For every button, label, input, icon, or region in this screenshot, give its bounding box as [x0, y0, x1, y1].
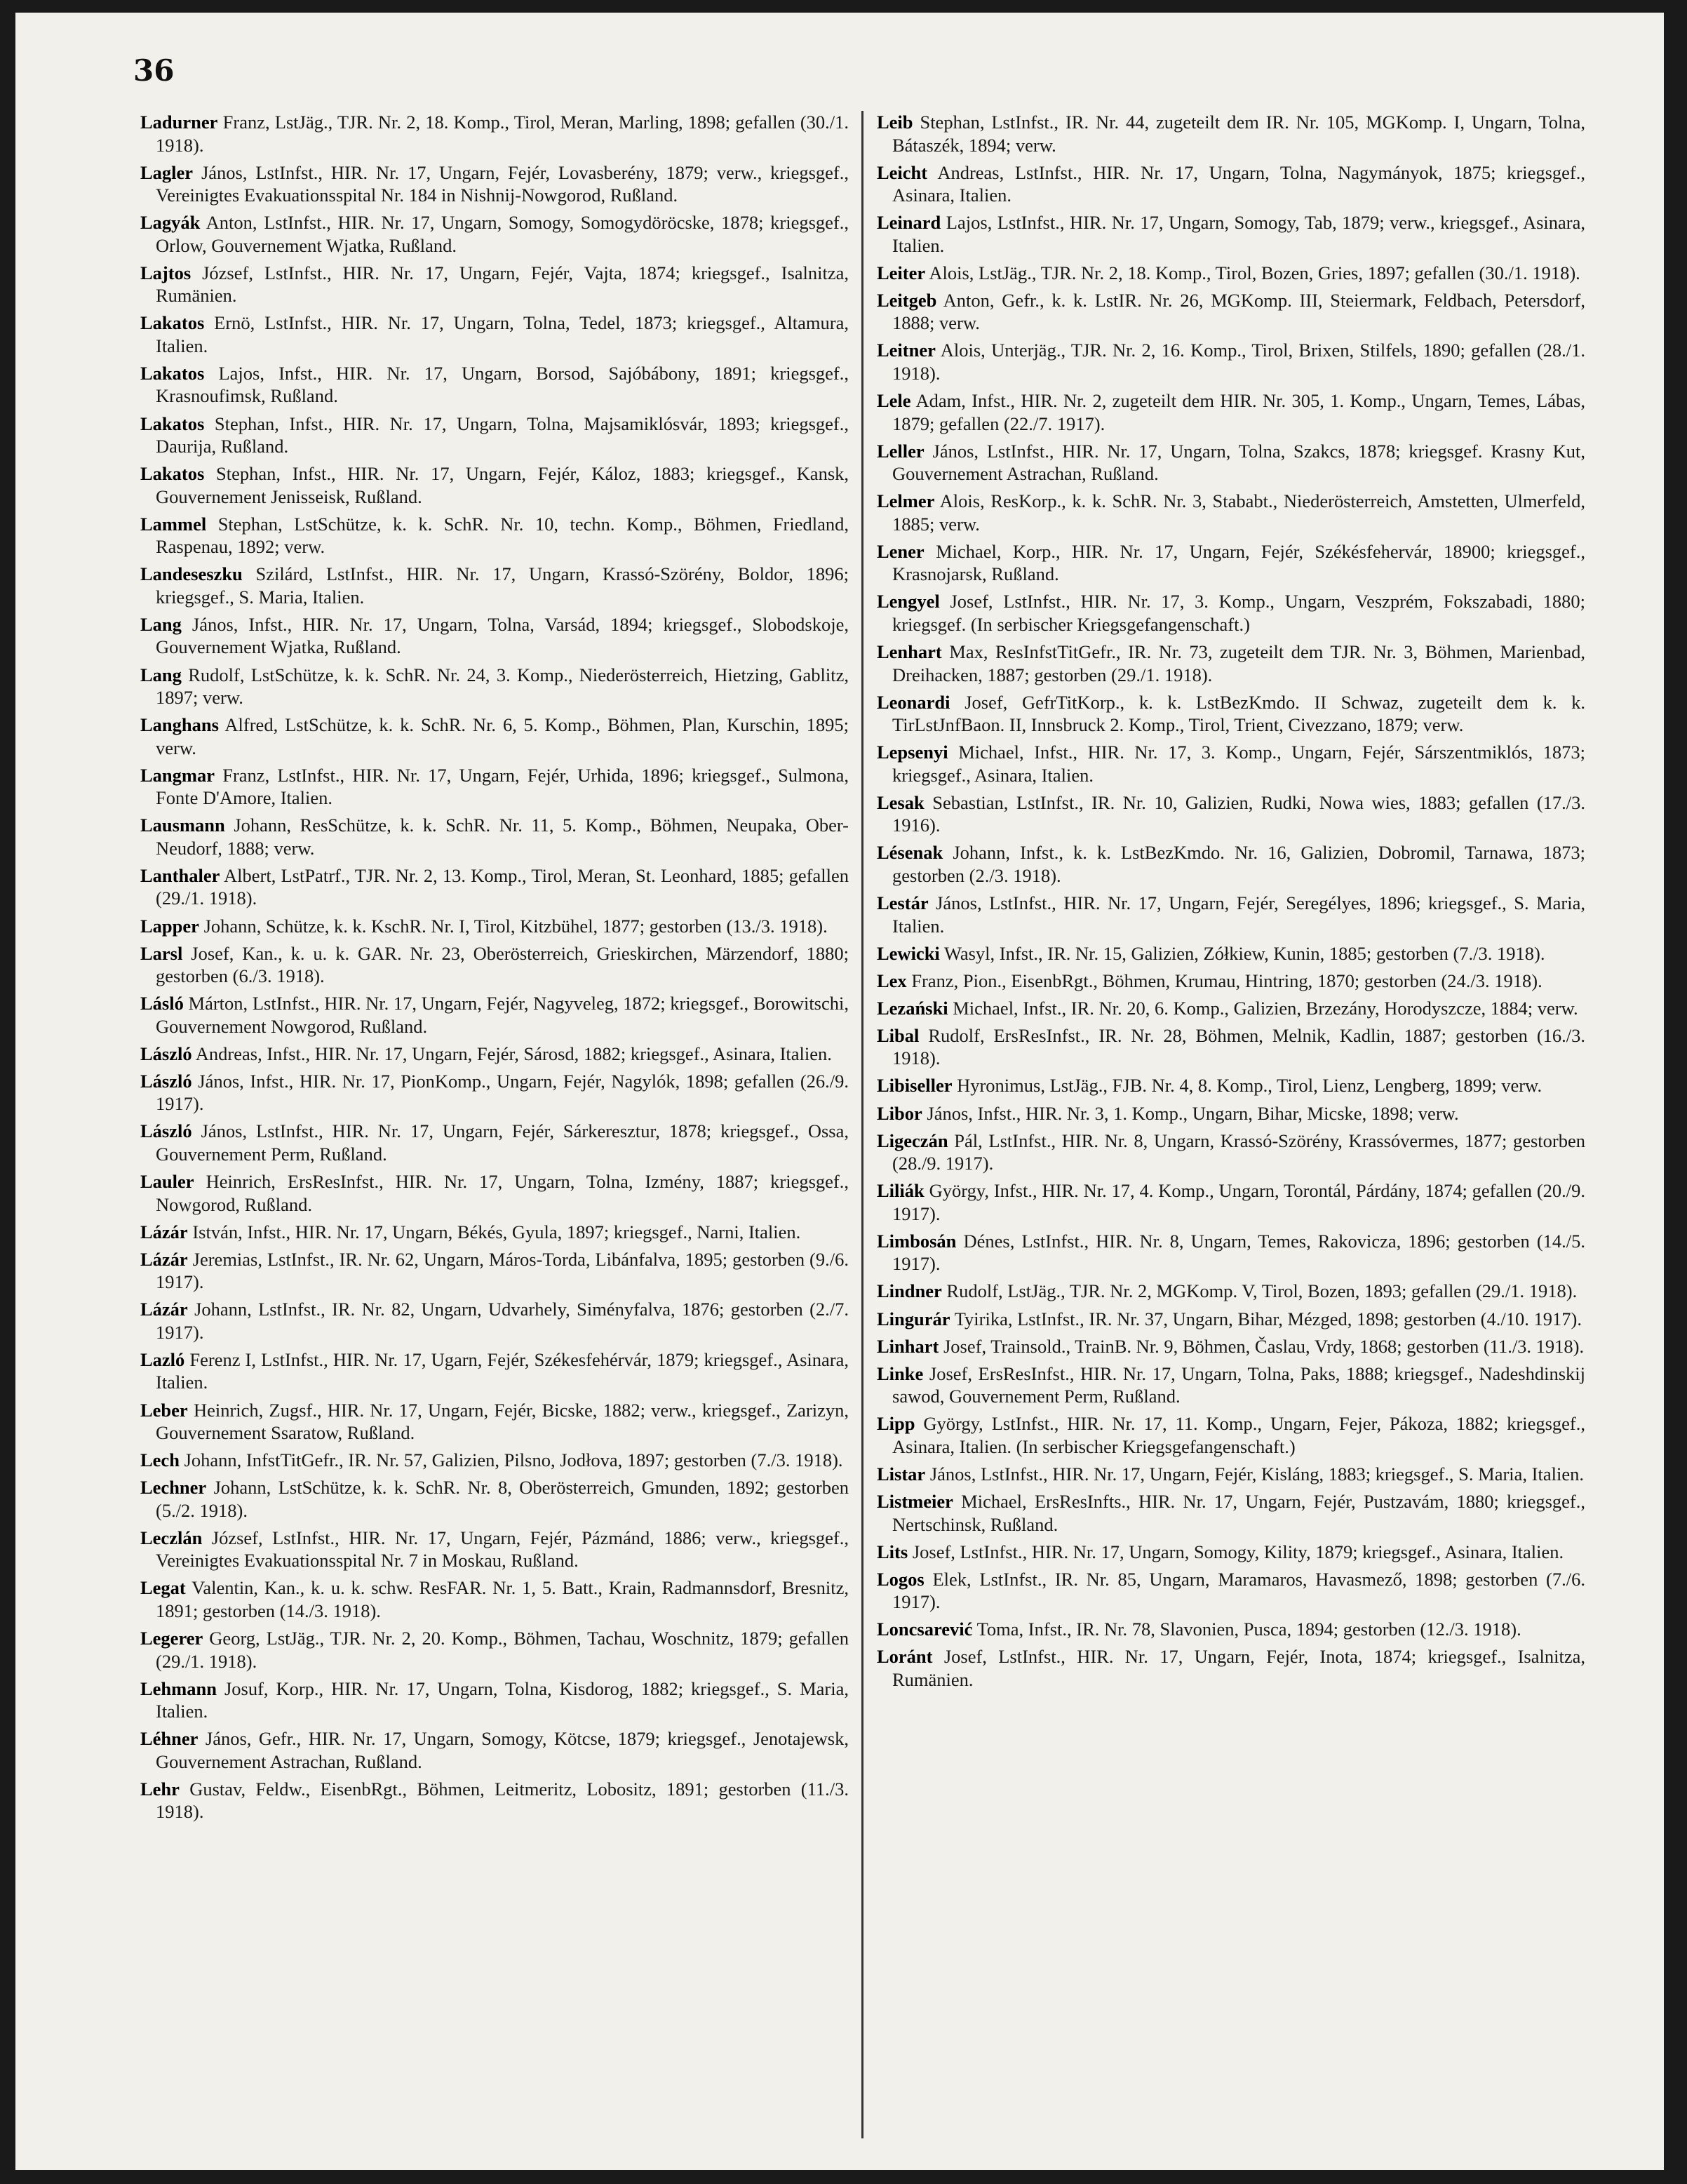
register-entry: [140, 1627, 849, 1673]
register-entry: [140, 1527, 849, 1572]
register-entry: [877, 1130, 1585, 1175]
entry-surname: Langhans: [140, 714, 219, 736]
entry-surname: Leonardi: [877, 691, 950, 713]
register-entry: [877, 1645, 1585, 1691]
register-entry: [140, 1727, 849, 1773]
register-entry: [877, 1412, 1585, 1458]
register-entry: [877, 211, 1585, 257]
entry-surname: Libiseller: [877, 1075, 953, 1097]
entry-details: Tyirika, LstInfst., IR. Nr. 37, Ungarn, Bihar, Mézged, 1898; gestorben (4./10. 1917).: [954, 1308, 1582, 1329]
register-entry: [140, 1778, 849, 1823]
entry-surname: Loncsarević: [877, 1619, 973, 1640]
entry-surname: Lazló: [140, 1348, 185, 1370]
entry-surname: Lázár: [140, 1221, 188, 1242]
entry-details: Heinrich, ErsResInfst., HIR. Nr. 17, Ungarn, Tolna, Izmény, 1887; kriegsgef., Nowgorod, Rußland.: [156, 1171, 849, 1215]
entry-details: Johann, LstSchütze, k. k. SchR. Nr. 8, Oberösterreich, Gmunden, 1892; gestorben (5./2. 1918).: [156, 1477, 849, 1521]
register-entry: [140, 262, 849, 307]
entry-surname: Lauler: [140, 1171, 194, 1193]
entry-surname: Leitgeb: [877, 289, 937, 311]
column-divider: [861, 111, 863, 2138]
entry-surname: Leinard: [877, 212, 941, 234]
entry-details: Ernö, LstInfst., HIR. Nr. 17, Ungarn, Tolna, Tedel, 1873; kriegsgef., Altamura, Italien.: [156, 312, 849, 356]
register-entry: [140, 1298, 849, 1344]
entry-details: Rudolf, LstSchütze, k. k. SchR. Nr. 24, 3. Komp., Niederösterreich, Hietzing, Gablitz, 1897; verw.: [156, 664, 849, 709]
entry-details: Albert, LstPatrf., TJR. Nr. 2, 13. Komp., Tirol, Meran, St. Leonhard, 1885; gefallen (29./1. 1918).: [156, 864, 849, 909]
entry-details: Josef, LstInfst., HIR. Nr. 17, Ungarn, Somogy, Kility, 1879; kriegsgef., Asinara, Italien.: [912, 1541, 1564, 1562]
entry-details: Max, ResInfstTitGefr., IR. Nr. 73, zugeteilt dem TJR. Nr. 3, Böhmen, Marienbad, Dreihacken, 1887; gestorben (29./1. 1918).: [892, 641, 1585, 685]
register-entry: [877, 540, 1585, 586]
entry-surname: Larsl: [140, 942, 183, 964]
entry-details: Márton, LstInfst., HIR. Nr. 17, Ungarn, Fejér, Nagyveleg, 1872; kriegsgef., Borowitschi, Gouvernement Nowgorod, Rußland.: [156, 993, 849, 1037]
entry-surname: Lázár: [140, 1299, 188, 1320]
register-entry: [877, 590, 1585, 636]
entry-details: Alois, Unterjäg., TJR. Nr. 2, 16. Komp., Tirol, Brixen, Stilfels, 1890; gefallen (28./1. 1918).: [892, 340, 1585, 384]
entry-surname: Limbosán: [877, 1230, 957, 1252]
entry-surname: Lehr: [140, 1778, 180, 1800]
entry-surname: Leczlán: [140, 1527, 203, 1548]
register-entry: [140, 864, 849, 910]
entry-surname: Lingurár: [877, 1308, 950, 1329]
entry-details: Stephan, Infst., HIR. Nr. 17, Ungarn, Tolna, Majsamiklósvár, 1893; kriegsgef., Daurija, Rußland.: [156, 413, 849, 457]
entry-details: György, LstInfst., HIR. Nr. 17, 11. Komp., Ungarn, Fejer, Pákoza, 1882; kriegsgef., Asinara, Italien. (In serbischer Kriegsgefangenschaft.): [892, 1413, 1586, 1457]
entry-surname: Lagyák: [140, 212, 201, 234]
entry-details: Stephan, LstInfst., IR. Nr. 44, zugeteilt dem IR. Nr. 105, MGKomp. I, Ungarn, Tolna, Bátaszék, 1894; verw.: [892, 112, 1585, 156]
entry-details: János, LstInfst., HIR. Nr. 17, Ungarn, Fejér, Kisláng, 1883; kriegsgef., S. Maria, Italien.: [929, 1463, 1584, 1485]
entry-surname: Linhart: [877, 1335, 939, 1357]
entry-surname: Langmar: [140, 764, 215, 786]
register-entry: [140, 1120, 849, 1165]
entry-details: Georg, LstJäg., TJR. Nr. 2, 20. Komp., Böhmen, Tachau, Woschnitz, 1879; gefallen (29./1. 1918).: [156, 1628, 849, 1672]
entry-details: Wasyl, Infst., IR. Nr. 15, Galizien, Zółkiew, Kunin, 1885; gestorben (7./3. 1918).: [943, 942, 1545, 964]
register-entry: [140, 563, 849, 608]
entry-surname: Ligeczán: [877, 1130, 948, 1151]
register-entry: [877, 1024, 1585, 1070]
entry-details: Alois, ResKorp., k. k. SchR. Nr. 3, Stababt., Niederösterreich, Amstetten, Ulmerfeld, 1885; verw.: [892, 490, 1586, 535]
register-entry: [140, 362, 849, 408]
entry-details: János, Infst., HIR. Nr. 17, Ungarn, Tolna, Varsád, 1894; kriegsgef., Slobodskoje, Gouvernement Wjatka, Rußland.: [156, 613, 849, 658]
entry-details: Josef, ErsResInfst., HIR. Nr. 17, Ungarn, Tolna, Paks, 1888; kriegsgef., Nadeshdinskij sawod, Gouvernement Perm, Rußland.: [892, 1362, 1585, 1407]
entry-surname: Landeseszku: [140, 563, 243, 585]
register-entry: [140, 764, 849, 810]
entry-details: Rudolf, LstJäg., TJR. Nr. 2, MGKomp. V, Tirol, Bozen, 1893; gefallen (29./1. 1918).: [946, 1280, 1578, 1302]
entry-details: Szilárd, LstInfst., HIR. Nr. 17, Ungarn, Krassó-Szörény, Boldor, 1896; kriegsgef., S. Maria, Italien.: [156, 563, 849, 608]
register-entry: [140, 1476, 849, 1522]
register-entry: [877, 1280, 1585, 1303]
register-entry: [140, 111, 849, 156]
register-entry: [140, 714, 849, 759]
entry-surname: Lanthaler: [140, 864, 220, 886]
entry-surname: Lagler: [140, 161, 194, 183]
entry-details: Franz, LstJäg., TJR. Nr. 2, 18. Komp., Tirol, Meran, Marling, 1898; gefallen (30./1. 1918).: [156, 112, 849, 156]
entry-surname: Leber: [140, 1399, 188, 1421]
entry-surname: Leicht: [877, 161, 928, 183]
register-entry: [140, 1348, 849, 1394]
right-column: [877, 111, 1585, 1696]
register-entry: [877, 1335, 1585, 1358]
register-entry: [140, 915, 849, 938]
entry-surname: László: [140, 1070, 192, 1092]
document-page: [15, 13, 1664, 2170]
entry-details: Josuf, Korp., HIR. Nr. 17, Ungarn, Tolna, Kisdorog, 1882; kriegsgef., S. Maria, Italien.: [156, 1677, 849, 1722]
register-entry: [140, 413, 849, 458]
entry-details: Pál, LstInfst., HIR. Nr. 8, Ungarn, Krassó-Szörény, Krassóvermes, 1877; gestorben (28./9. 1917).: [892, 1130, 1586, 1174]
entry-surname: Lindner: [877, 1280, 942, 1302]
entry-details: János, LstInfst., HIR. Nr. 17, Ungarn, Fejér, Seregélyes, 1896; kriegsgef., S. Maria, Italien.: [892, 892, 1586, 937]
entry-details: Johann, InfstTitGefr., IR. Nr. 57, Galizien, Pilsno, Jodłova, 1897; gestorben (7./3. 1918).: [184, 1449, 843, 1471]
entry-surname: Lenhart: [877, 641, 942, 663]
entry-details: Alfred, LstSchütze, k. k. SchR. Nr. 6, 5. Komp., Böhmen, Plan, Kurschin, 1895; verw.: [156, 714, 849, 758]
register-entry: [140, 1170, 849, 1216]
register-entry: [140, 1677, 849, 1723]
entry-details: János, Infst., HIR. Nr. 3, 1. Komp., Ungarn, Bihar, Micske, 1898; verw.: [927, 1102, 1459, 1124]
entry-surname: Lex: [877, 970, 907, 991]
entry-details: Anton, Gefr., k. k. LstIR. Nr. 26, MGKomp. III, Steiermark, Feldbach, Petersdorf, 1888; verw.: [892, 289, 1585, 334]
register-entry: [877, 1362, 1585, 1408]
register-entry: [140, 161, 849, 207]
entry-details: Josef, Kan., k. u. k. GAR. Nr. 23, Oberösterreich, Grieskirchen, Märzendorf, 1880; gestorben (6./3. 1918).: [156, 942, 849, 987]
register-entry: [877, 741, 1585, 786]
entry-surname: Lakatos: [140, 312, 205, 334]
entry-details: Adam, Infst., HIR. Nr. 2, zugeteilt dem HIR. Nr. 305, 1. Komp., Ungarn, Temes, Lábas, 1879; gefallen (22./7. 1917).: [892, 390, 1585, 434]
entry-surname: Lesak: [877, 791, 925, 813]
register-entry: [877, 1541, 1585, 1564]
entry-surname: Lausmann: [140, 815, 225, 836]
register-entry: [877, 841, 1585, 887]
register-entry: [877, 289, 1585, 335]
entry-surname: Lang: [140, 664, 182, 685]
entry-details: János, LstInfst., HIR. Nr. 17, Ungarn, Fejér, Lovasberény, 1879; verw., kriegsgef., Vereinigtes Evakuationsspital Nr. 184 in Nishnij-Nowgorod, Rußland.: [156, 161, 849, 206]
entry-details: Sebastian, LstInfst., IR. Nr. 10, Galizien, Rudki, Nowa wies, 1883; gefallen (17./3. 1916).: [892, 791, 1586, 836]
entry-details: Michael, ErsResInfts., HIR. Nr. 17, Ungarn, Fejér, Pustzavám, 1880; kriegsgef., Nertschinsk, Rußland.: [892, 1491, 1585, 1535]
register-entry: [140, 942, 849, 988]
entry-surname: Léhner: [140, 1728, 199, 1750]
entry-surname: Lewicki: [877, 942, 940, 964]
entry-surname: László: [140, 1120, 192, 1142]
register-entry: [877, 1618, 1585, 1641]
register-entry: [877, 942, 1585, 965]
entry-details: Johann, LstInfst., IR. Nr. 82, Ungarn, Udvarhely, Siményfalva, 1876; gestorben (2./7. 1917).: [156, 1299, 849, 1343]
register-entry: [140, 1043, 849, 1066]
entry-surname: Lammel: [140, 513, 207, 535]
register-entry: [140, 992, 849, 1038]
entry-surname: Leiter: [877, 262, 926, 283]
entry-surname: Lechner: [140, 1477, 207, 1499]
entry-surname: Legat: [140, 1577, 186, 1599]
register-entry: [877, 440, 1585, 485]
entry-details: Lajos, Infst., HIR. Nr. 17, Ungarn, Borsod, Sajóbábony, 1891; kriegsgef., Krasnoufimsk, Rußland.: [156, 362, 849, 407]
entry-surname: Libor: [877, 1102, 922, 1124]
entry-details: Jeremias, LstInfst., IR. Nr. 62, Ungarn, Máros-Torda, Libánfalva, 1895; gestorben (9./6. 1917).: [156, 1248, 849, 1293]
entry-details: Stephan, LstSchütze, k. k. SchR. Nr. 10, techn. Komp., Böhmen, Friedland, Raspenau, 1892; verw.: [156, 513, 849, 558]
entry-surname: Lepsenyi: [877, 742, 948, 763]
register-entry: [140, 211, 849, 257]
entry-surname: Lázár: [140, 1248, 188, 1270]
entry-surname: Legerer: [140, 1628, 203, 1649]
entry-details: Anton, LstInfst., HIR. Nr. 17, Ungarn, Somogy, Somogydöröcske, 1878; kriegsgef., Orlow, Gouvernement Wjatka, Rußland.: [156, 212, 849, 256]
register-entry: [877, 1490, 1585, 1536]
entry-details: Johann, Schütze, k. k. KschR. Nr. I, Tirol, Kitzbühel, 1877; gestorben (13./3. 1918).: [203, 915, 828, 937]
register-entry: [877, 1308, 1585, 1331]
register-entry: [140, 1576, 849, 1622]
entry-surname: Lener: [877, 540, 925, 562]
register-entry: [877, 970, 1585, 993]
entry-details: Michael, Infst., HIR. Nr. 17, 3. Komp., Ungarn, Fejér, Sárszentmiklós, 1873; kriegsgef., Asinara, Italien.: [892, 742, 1586, 786]
entry-surname: Lajtos: [140, 262, 191, 283]
register-entry: [140, 1399, 849, 1445]
entry-details: Gustav, Feldw., EisenbRgt., Böhmen, Leitmeritz, Lobositz, 1891; gestorben (11./3. 1918).: [156, 1778, 849, 1823]
register-entry: [877, 339, 1585, 384]
entry-details: János, LstInfst., HIR. Nr. 17, Ungarn, Tolna, Szakcs, 1878; kriegsgef. Krasny Kut, Gouvernement Astrachan, Rußland.: [892, 440, 1585, 485]
register-entry: [140, 1449, 849, 1472]
entry-surname: Lele: [877, 390, 911, 412]
entry-details: István, Infst., HIR. Nr. 17, Ungarn, Békés, Gyula, 1897; kriegsgef., Narni, Italien.: [192, 1221, 801, 1242]
entry-surname: Ladurner: [140, 112, 218, 133]
entry-details: János, Infst., HIR. Nr. 17, PionKomp., Ungarn, Fejér, Nagylók, 1898; gefallen (26./9. 1917).: [156, 1070, 849, 1115]
register-entry: [877, 791, 1585, 837]
left-column: [140, 111, 849, 1828]
entry-details: János, Gefr., HIR. Nr. 17, Ungarn, Somogy, Kötcse, 1879; kriegsgef., Jenotajewsk, Gouvernement Astrachan, Rußland.: [156, 1728, 849, 1772]
entry-surname: Lakatos: [140, 413, 205, 434]
entry-surname: Leller: [877, 440, 925, 462]
entry-surname: Lang: [140, 613, 182, 635]
entry-surname: Lipp: [877, 1413, 915, 1435]
entry-details: Hyronimus, LstJäg., FJB. Nr. 4, 8. Komp., Tirol, Lienz, Lengberg, 1899; verw.: [957, 1075, 1543, 1097]
entry-surname: Lezański: [877, 997, 948, 1019]
register-entry: [877, 1568, 1585, 1614]
entry-surname: Liliák: [877, 1180, 925, 1202]
entry-surname: Lésenak: [877, 842, 943, 864]
entry-surname: Loránt: [877, 1646, 933, 1668]
entry-details: Michael, Infst., IR. Nr. 20, 6. Komp., Galizien, Brzezány, Horodyszcze, 1884; verw.: [953, 997, 1578, 1019]
entry-surname: Libal: [877, 1024, 920, 1046]
entry-surname: Logos: [877, 1568, 925, 1590]
register-entry: [140, 664, 849, 709]
register-entry: [877, 262, 1585, 285]
register-entry: [877, 997, 1585, 1020]
register-entry: [140, 613, 849, 659]
entry-details: Dénes, LstInfst., HIR. Nr. 8, Ungarn, Temes, Rakovicza, 1896; gestorben (14./5. 1917).: [892, 1230, 1586, 1275]
register-entry: [877, 1230, 1585, 1275]
entry-details: József, LstInfst., HIR. Nr. 17, Ungarn, Fejér, Pázmánd, 1886; verw., kriegsgef., Vereinigtes Evakuationsspital Nr. 7 in Moskau, Rußland.: [156, 1527, 849, 1572]
register-entry: [877, 490, 1585, 535]
entry-details: Johann, ResSchütze, k. k. SchR. Nr. 11, 5. Komp., Böhmen, Neupaka, Ober-Neudorf, 1888; verw.: [156, 815, 849, 859]
entry-surname: Lestár: [877, 892, 929, 913]
entry-surname: Leitner: [877, 340, 936, 361]
entry-surname: Lakatos: [140, 463, 205, 485]
entry-details: Josef, Trainsold., TrainB. Nr. 9, Böhmen, Časlau, Vrdy, 1868; gestorben (11./3. 1918).: [943, 1335, 1585, 1357]
entry-surname: Listar: [877, 1463, 926, 1485]
entry-details: Ferenz I, LstInfst., HIR. Nr. 17, Ugarn, Fejér, Székesfehérvár, 1879; kriegsgef., Asinara, Italien.: [156, 1348, 849, 1393]
page-number: 36: [133, 53, 175, 88]
entry-details: Alois, LstJäg., TJR. Nr. 2, 18. Komp., Tirol, Bozen, Gries, 1897; gefallen (30./1. 1918).: [929, 262, 1580, 283]
register-entry: [877, 1463, 1585, 1486]
entry-details: Franz, Pion., EisenbRgt., Böhmen, Krumau, Hintring, 1870; gestorben (24./3. 1918).: [911, 970, 1543, 991]
entry-details: Stephan, Infst., HIR. Nr. 17, Ungarn, Fejér, Káloz, 1883; kriegsgef., Kansk, Gouvernement Jenisseisk, Rußland.: [156, 463, 849, 507]
entry-details: Franz, LstInfst., HIR. Nr. 17, Ungarn, Fejér, Urhida, 1896; kriegsgef., Sulmona, Fonte D'Amore, Italien.: [156, 764, 849, 809]
entry-details: Josef, LstInfst., HIR. Nr. 17, Ungarn, Fejér, Inota, 1874; kriegsgef., Isalnitza, Rumänien.: [892, 1646, 1585, 1690]
register-entry: [877, 389, 1585, 435]
register-entry: [877, 1074, 1585, 1097]
register-entry: [140, 311, 849, 357]
register-entry: [140, 513, 849, 558]
entry-details: Michael, Korp., HIR. Nr. 17, Ungarn, Fejér, Székésfehervár, 18900; kriegsgef., Krasnojarsk, Rußland.: [892, 540, 1585, 585]
register-entry: [877, 161, 1585, 207]
entry-surname: Lakatos: [140, 362, 205, 384]
entry-details: Lajos, LstInfst., HIR. Nr. 17, Ungarn, Somogy, Tab, 1879; verw., kriegsgef., Asinara, Italien.: [892, 212, 1586, 256]
entry-details: Andreas, Infst., HIR. Nr. 17, Ungarn, Fejér, Sárosd, 1882; kriegsgef., Asinara, Italien.: [195, 1043, 832, 1064]
register-entry: [877, 1102, 1585, 1125]
entry-details: Toma, Infst., IR. Nr. 78, Slavonien, Pusca, 1894; gestorben (12./3. 1918).: [976, 1619, 1521, 1640]
entry-surname: Listmeier: [877, 1491, 953, 1512]
entry-surname: Leib: [877, 112, 913, 133]
register-entry: [877, 1179, 1585, 1225]
entry-details: Josef, GefrTitKorp., k. k. LstBezKmdo. II Schwaz, zugeteilt dem k. k. TirLstJnfBaon. II, Innsbruck 2. Komp., Tirol, Trient, Civezzano, 1879; verw.: [892, 691, 1586, 736]
entry-details: Josef, LstInfst., HIR. Nr. 17, 3. Komp., Ungarn, Veszprém, Fokszabadi, 1880; kriegsgef. (In serbischer Kriegsgefangenschaft.): [892, 591, 1585, 635]
entry-details: György, Infst., HIR. Nr. 17, 4. Komp., Ungarn, Torontál, Párdány, 1874; gefallen (20./9. 1917).: [892, 1180, 1586, 1224]
entry-surname: Lits: [877, 1541, 908, 1562]
register-entry: [877, 111, 1585, 156]
register-entry: [140, 1248, 849, 1294]
entry-surname: Lapper: [140, 915, 199, 937]
entry-surname: Lengyel: [877, 591, 940, 612]
entry-surname: László: [140, 1043, 192, 1064]
register-entry: [877, 641, 1585, 686]
register-entry: [877, 892, 1585, 937]
entry-surname: Lelmer: [877, 490, 935, 512]
entry-details: Valentin, Kan., k. u. k. schw. ResFAR. Nr. 1, 5. Batt., Krain, Radmannsdorf, Bresnitz, 1891; gestorben (14./3. 1918).: [156, 1577, 849, 1621]
entry-details: Heinrich, Zugsf., HIR. Nr. 17, Ungarn, Fejér, Bicske, 1882; verw., kriegsgef., Zarizyn, Gouvernement Ssaratow, Rußland.: [156, 1399, 849, 1444]
register-entry: [140, 814, 849, 859]
entry-details: János, LstInfst., HIR. Nr. 17, Ungarn, Fejér, Sárkeresztur, 1878; kriegsgef., Ossa, Gouvernement Perm, Rußland.: [156, 1120, 849, 1165]
entry-details: Andreas, LstInfst., HIR. Nr. 17, Ungarn, Tolna, Nagymányok, 1875; kriegsgef., Asinara, Italien.: [892, 161, 1585, 206]
entry-details: Rudolf, ErsResInfst., IR. Nr. 28, Böhmen, Melnik, Kadlin, 1887; gestorben (16./3. 1918).: [892, 1024, 1586, 1069]
register-entry: [140, 462, 849, 508]
entry-surname: Lech: [140, 1449, 180, 1471]
entry-details: József, LstInfst., HIR. Nr. 17, Ungarn, Fejér, Vajta, 1874; kriegsgef., Isalnitza, Rumänien.: [156, 262, 849, 307]
entry-details: Johann, Infst., k. k. LstBezKmdo. Nr. 16, Galizien, Dobromil, Tarnawa, 1873; gestorben (2./3. 1918).: [892, 842, 1586, 886]
entry-surname: Lehmann: [140, 1677, 217, 1699]
entry-details: Elek, LstInfst., IR. Nr. 85, Ungarn, Maramaros, Havasmező, 1898; gestorben (7./6. 1917).: [892, 1568, 1585, 1613]
entry-surname: Linke: [877, 1362, 924, 1384]
register-entry: [877, 691, 1585, 737]
register-entry: [140, 1070, 849, 1116]
entry-surname: Lásló: [140, 993, 184, 1014]
register-entry: [140, 1221, 849, 1244]
